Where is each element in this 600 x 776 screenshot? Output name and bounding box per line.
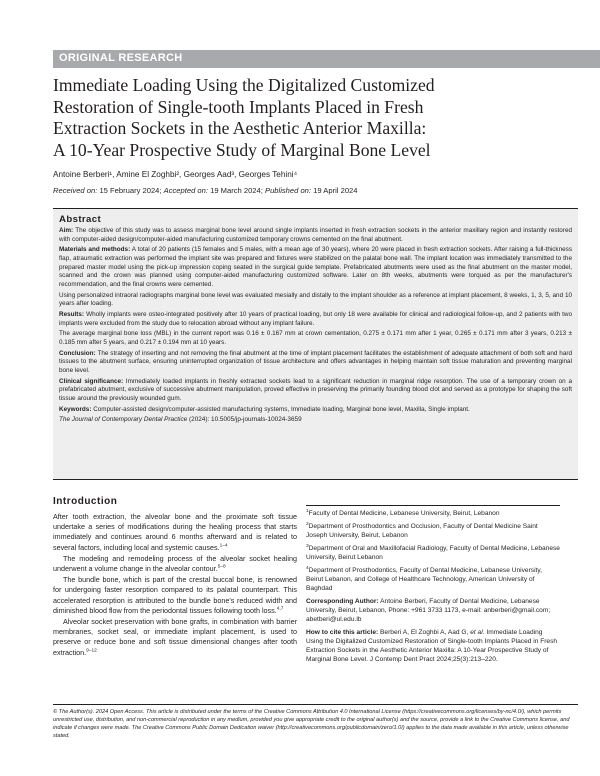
corresponding-label: Corresponding Author: <box>306 598 379 605</box>
corresponding-author <box>306 597 560 624</box>
affiliation-text: Department of Prosthodontics, Faculty of Dental Medicine, Lebanese University, Beirut Lebanon, and College of Healthcare Technology, American University of Baghdad <box>306 567 543 592</box>
affiliation-text: Department of Prosthodontics and Occlusion, Faculty of Dental Medicine Saint Joseph University, Beirut, Lebanon <box>306 523 538 539</box>
published-label: Published on: <box>265 186 312 195</box>
introduction-heading: Introduction <box>53 496 118 507</box>
clinical-label: Clinical significance: <box>59 377 124 385</box>
published-date: 19 April 2024 <box>313 186 358 195</box>
affiliation-item <box>306 509 560 518</box>
cite-text-before: Berberi A, El Zoghbi A, Aad G, <box>380 629 469 636</box>
journal-name: The Journal of Contemporary Dental Practice <box>59 416 188 424</box>
clinical-text: Immediately loaded implants in freshly extracted sockets lead to a significant reduction in marginal ridge resorption. The use of a temporary crown on a prefabricated abutment, exclusive of successive abutment manipulation, proved effective in preserving the primarily founding blood clot and served as a prototype for shaping the soft tissue around the previously wounded gum. <box>59 377 573 402</box>
title-line: Extraction Sockets in the Aesthetic Anterior Maxilla: <box>53 118 427 138</box>
intro-paragraph <box>53 554 297 574</box>
license-footer: © The Author(s). 2024 Open Access. This article is distributed under the terms of the Creative Commons Attribution 4.0 International License (https://creativecommons.org/licenses/by-nc/4.0/), which permits unrestricted use, distribution, and non-commercial reproduction in any medium, provided you give appropriate credit to the original author(s) and the source, provide a link to the Creative Commons license, and indicate if changes were made. The Creative Commons Public Domain Dedication waiver (http://creativecommons.org/publicdomain/zero/1.0/) applies to the data made available in this article, unless otherwise stated. <box>53 704 578 741</box>
intro-paragraph <box>53 617 297 658</box>
affiliation-number: 2 <box>306 521 309 527</box>
keywords-label: Keywords: <box>59 405 92 413</box>
abstract-aim <box>59 227 572 244</box>
affiliation-item <box>306 566 560 593</box>
methods-label: Materials and methods: <box>59 246 131 254</box>
title-line: Immediate Loading Using the Digitalized Customized <box>53 75 435 95</box>
affiliation-item <box>306 522 560 540</box>
author-list: Antoine Berberi¹, Amine El Zoghbi², Georges Aad³, Georges Tehini⁴ <box>53 170 298 179</box>
article-title <box>53 75 573 161</box>
received-date: 15 February 2024; <box>99 186 162 195</box>
conclusion-label: Conclusion: <box>59 349 96 357</box>
affiliation-item <box>306 544 560 562</box>
publication-dates <box>53 186 358 195</box>
results-text: Wholly implants were osteo-integrated positively after 10 years of practical loading, but only 18 were available for clinical and radiological follow-up, and 2 patients with two implants were excluded from the study due to relocation abroad without any implant failure. <box>59 310 572 327</box>
journal-reference <box>59 416 572 425</box>
corresponding-text: Antoine Berberi, Faculty of Dental Medicine, Lebanese University, Beirut, Lebanon, Phone: +961 3733 1173, e-mail: anberberi@gmail.com; abetberi@ul.edu.lb <box>306 598 551 623</box>
abstract-keywords <box>59 406 572 415</box>
methods-text: A total of 20 patients (15 females and 5 males, with a mean age of 30 years), where 20 were placed in fresh extraction sockets. After raising a full-thickness flap, atraumatic extraction was performed the implant site was prepared and fixtures were stabilized on the palatal bone wall. The implant location was immediately transmitted to the prepared master model using the pick-up impression coping seated in the surgical guide template. Prefabricated abutments were used as the final abutment on the master model, scanned and the crown was planned using computer-aided manufacturing customized software. Later on 8th weeks, abutments were torqued as per the manufacturer's recommendation, and the final crowns were cemented. <box>59 246 573 288</box>
cite-text-after: Immediate Loading Using the Digitalized Customized Restoration of Single-tooth Implants Placed in Fresh Extraction Sockets in the Aesthetic Anterior Maxilla: A 10-Year Prospective Study of Marginal Bone Level. J Contemp Dent Pract 2024;25(3):213–220. <box>306 629 558 663</box>
intro-paragraph-text: The bundle bone, which is part of the crestal buccal bone, is renowned for undergoing faster resorption compared to its palatal counterpart. This accelerated resorption is attributed to the bundle bone's reduced width and diminished blood flow from the periodontal tissues following tooth loss. <box>53 575 297 615</box>
affiliations-column <box>306 505 560 668</box>
affiliation-number: 4 <box>306 565 309 571</box>
citation-ref: 9–12 <box>86 648 97 654</box>
introduction-body <box>53 512 297 659</box>
abstract-box <box>53 208 578 480</box>
article-type-banner <box>53 50 600 68</box>
abstract-results-2: The average marginal bone loss (MBL) in the current report was 0.16 ± 0.167 mm at crown cementation, 0.275 ± 0.171 mm after 1 year, 0.265 ± 0.171 mm after 3 years, 0.213 ± 0.185 mm after 5 years, and 0.217 ± 0.194 mm at 10 years. <box>59 330 572 346</box>
title-line: Restoration of Single-tooth Implants Placed in Fresh <box>53 96 424 117</box>
affiliation-number: 1 <box>306 508 309 514</box>
conclusion-text: The strategy of inserting and not removing the final abutment at the time of implant placement facilitates the establishment of adequate attachment of both soft and hard tissues to the abutment surface, ensuring uninterrupted organization of tissue architecture and offers advantages in helping maintain soft tissue maturation and preventing marginal bone level. <box>59 349 572 374</box>
affiliation-text: Department of Oral and Maxillofacial Radiology, Faculty of Dental Medicine, Lebanese University, Beirut Lebanon <box>306 545 560 561</box>
article-type-label: ORIGINAL RESEARCH <box>59 52 183 64</box>
citation-ref: 5–8 <box>217 564 226 570</box>
accepted-label: Accepted on: <box>163 186 208 195</box>
keywords-text: Computer-assisted design/computer-assisted manufacturing systems, Immediate loading, Marginal bone level, Maxilla, Single implant. <box>93 405 470 413</box>
intro-paragraph <box>53 512 297 553</box>
intro-paragraph-text: After tooth extraction, the alveolar bone and the proximate soft tissue undertake a series of modifications during the healing process that starts immediately and continues around 6 months afterward and is related to several factors, including local and systemic causes. <box>53 512 297 552</box>
affiliation-text: Faculty of Dental Medicine, Lebanese University, Beirut, Lebanon <box>308 510 500 517</box>
title-line: A 10-Year Prospective Study of Marginal Bone Level <box>53 139 431 160</box>
cite-label: How to cite this article: <box>306 629 379 636</box>
results-label: Results: <box>59 310 85 318</box>
abstract-conclusion <box>59 350 572 376</box>
abstract-methods <box>59 246 572 289</box>
aim-label: Aim: <box>59 227 74 234</box>
how-to-cite <box>306 628 560 664</box>
aim-text: The objective of this study was to assess marginal bone level around single implants inserted in fresh extraction sockets in the anterior maxillary region and instantly restored with computer-aided design/computer-aided manufacturing customized temporary crowns cemented on the final abutment. <box>59 227 572 243</box>
intro-paragraph-text: Alveolar socket preservation with bone grafts, in combination with barrier membranes, socket seal, or immediate implant placement, is used to preserve or reduce bone and soft tissue dimensional changes after tooth extraction. <box>53 617 297 657</box>
received-label: Received on: <box>53 186 98 195</box>
affiliation-divider <box>306 505 560 506</box>
citation-ref: 4,7 <box>276 606 284 612</box>
accepted-date: 19 March 2024; <box>210 186 263 195</box>
journal-doi: (2024): 10.5005/jp-journals-10024-3659 <box>189 416 302 424</box>
abstract-heading: Abstract <box>59 214 102 225</box>
abstract-methods-2: Using personalized intraoral radiographs marginal bone level was evaluated mesially and distally to the implant shoulder as a reference at implant placement, 8 weeks, 1, 3, 5, and 10 years after loading. <box>59 291 572 308</box>
abstract-clinical-significance <box>59 378 572 404</box>
cite-etal: et al. <box>470 629 485 636</box>
citation-ref: 1–4 <box>219 543 228 549</box>
intro-paragraph-text: The modeling and remodeling process of the alveolar socket healing underwent a volume change in the alveolar contour. <box>53 553 297 574</box>
abstract-results <box>59 311 572 328</box>
affiliation-number: 3 <box>306 543 309 549</box>
intro-paragraph <box>53 575 297 616</box>
